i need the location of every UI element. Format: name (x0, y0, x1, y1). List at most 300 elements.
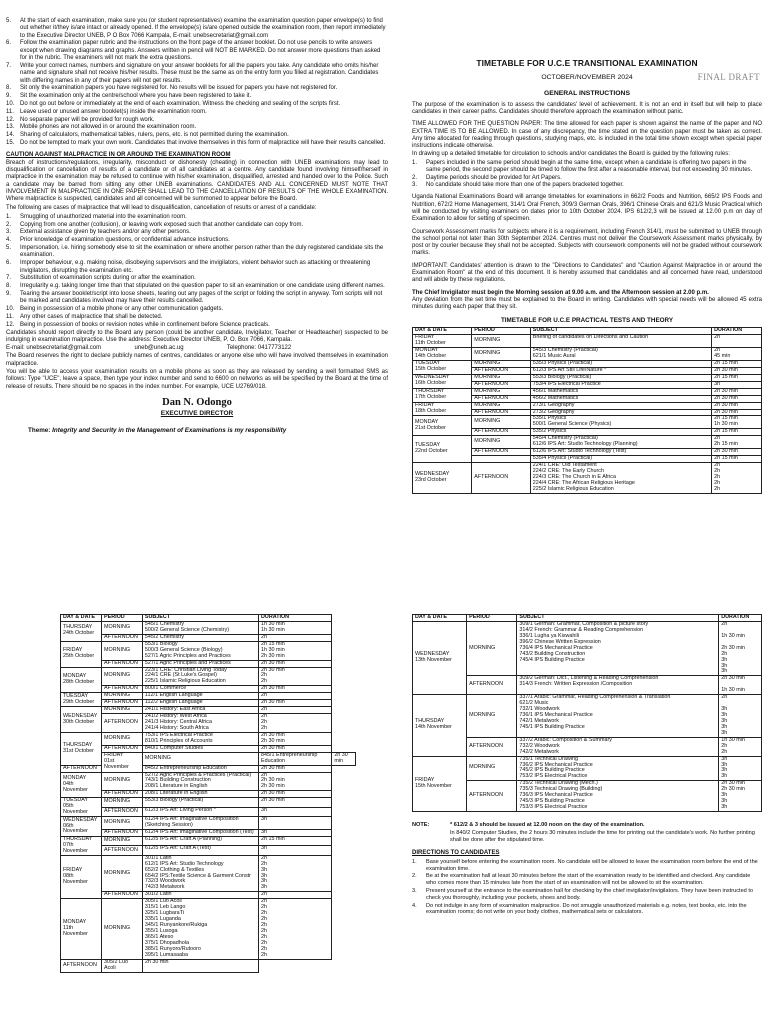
signatory-title: EXECUTIVE DIRECTOR (160, 409, 234, 417)
table-row (413, 621, 762, 675)
duration-cell: 2h 30 min (712, 402, 762, 409)
period-cell: MORNING (102, 621, 143, 634)
duration-cell: 2h 30 min (259, 660, 332, 667)
note-block (412, 822, 762, 844)
day-date-cell: FRIDAY 08th November (61, 855, 102, 899)
rule-item-number: 12. (6, 116, 15, 123)
subject-cell: 845/1 Entrepreneurship Education (259, 752, 332, 765)
period-cell: MORNING (467, 756, 517, 781)
caution-paragraph-2: The following are cases of malpractice that will lead to disqualification, cancellation of results or arrest of a candidate: (6, 204, 317, 211)
duration-cell: 2h 2h 30 min 2h 30 min (259, 772, 332, 791)
day-date-cell: TUESDAY 29th October (61, 693, 102, 707)
duration-cell: 3h (259, 817, 332, 830)
caution-section (6, 152, 388, 391)
period-cell: MORNING (472, 360, 531, 367)
practical-timetable-title: TIMETABLE FOR U.C.E PRACTICAL TESTS AND THEORY (500, 316, 674, 324)
table-row (61, 817, 356, 830)
rule-item-number: 5. (6, 18, 12, 24)
caution-heading: CAUTION AGAINST MALPRACTICE IN OR AROUND THE EXAMINATION ROOM (6, 152, 231, 159)
table-row (61, 772, 356, 791)
caution-paragraph-5: You will be able to access your examination results on a mobile phone as soon as they are released by sending a well formatted SMS as follows: Type "UCE", leave a space, then type your index number and send to 6600 on networks as will be specified by the Board at the time of release of results. There should be no spaces in the index number. For example, UCE U2769/018. (6, 369, 388, 390)
period-cell: MORNING (472, 402, 531, 409)
direction-item-number: 1. (412, 858, 417, 865)
subject-cell: 309/1 German: Grammar, Composition & picture story 314/2 French: Grammar & Reading Comprehension 336/1 Lugha ya Kiswahili 396/2 Chinese Written Expression 736/4 IPS Mechanical Practice 743/2 Building Construction 745/4 IPS Building Practice (517, 621, 719, 675)
subject-cell: 301/2 Latin (142, 892, 258, 899)
duration-cell: 2h 30 min (259, 765, 332, 772)
table-row (61, 791, 356, 798)
direction-item-text: Be at the examination hall at least 30 minutes before the start of the examination ready to be identified and checked. Any candidate who comes more than 15 minutes late from the start of an examination will not be allowed to sit the examination. (426, 873, 751, 887)
theory-timetable-left (60, 614, 356, 973)
rule-item-number: 15. (6, 140, 15, 146)
period-cell: MORNING (467, 695, 517, 738)
day-date-cell: FRIDAY 11th October (413, 335, 472, 348)
duration-cell: 2h 45 min (712, 348, 762, 361)
subject-cell: 527/2 Agric Principles & Practices (Practical) 743/1 Building Construction 208/1 Literature in English (142, 772, 258, 791)
subject-cell: 535/1 Physics 500/1 General Science (Physics) (530, 416, 711, 429)
direction-item-text: Present yourself at the entrance to the examination hall for checking by the chief invigilator/invigilators. They have been instructed to check you thoroughly, including your pockets, shoes and body. (426, 888, 754, 901)
subject-cell: 612/4 IPS Art: Imaginative Composition (Sketching Session) (142, 817, 258, 830)
period-cell: AFTERNOON (102, 686, 143, 693)
duration-cell: 2h 30 min (259, 700, 332, 707)
day-date-cell: FRIDAY 25th October (61, 641, 102, 667)
rule-item (6, 140, 388, 147)
subject-cell: 612/4 IPS Art: Imaginative Composition (Test) (142, 829, 258, 836)
duration-cell: 2h (259, 707, 332, 714)
subject-cell: 553/3 Biology (Practical) (530, 374, 711, 381)
timetable-rule-item (412, 175, 762, 182)
table-row (413, 695, 762, 738)
subject-cell: 612/5 IPS Art: Craft A (Test) (142, 846, 258, 855)
rule-item (6, 40, 388, 62)
period-cell: AFTERNOON (102, 791, 143, 798)
duration-cell: 2h 15 min (712, 429, 762, 436)
period-cell: AFTERNOON (472, 409, 531, 416)
column-header: PERIOD (467, 615, 517, 622)
day-date-cell: FRIDAY 01st November (102, 752, 143, 772)
column-header: DURATION (712, 328, 762, 335)
malpractice-item-text: Substitution of examination scripts during or after the examination. (20, 275, 196, 282)
day-date-cell: MONDAY 21st October (413, 416, 472, 436)
period-cell: MORNING (142, 752, 258, 765)
period-cell: MORNING (102, 855, 143, 892)
subject-cell: 553/1 Biology 500/3 General Science (Biology) 527/1 Agric Principles and Practices (142, 641, 258, 660)
table-row (61, 899, 356, 959)
day-date-cell: MONDAY 28th October (61, 667, 102, 693)
rule-item-text: Sit only the examination papers you have registered for. No results will be issued for papers you have not registered for. (20, 85, 338, 92)
rule-item (6, 63, 388, 85)
malpractice-item-number: 10. (6, 306, 15, 313)
column-header: DAY & DATE (413, 615, 467, 622)
timetable-rule-item-text: No candidate should take more than one of the papers bracketed together. (426, 181, 624, 188)
period-cell: AFTERNOON (472, 463, 531, 494)
contact-line: E-mail: unebsecretariat@gmail.com uneb@uneb.ac.ug Telephone: 0417773122 (6, 345, 292, 352)
duration-cell: 2h 30 min (259, 798, 332, 807)
table-row (61, 641, 356, 660)
rule-item (6, 109, 388, 116)
day-date-cell: WEDNESDAY 30th October (61, 707, 102, 733)
day-date-cell: MONDAY 11th November (61, 899, 102, 959)
table-row (61, 621, 356, 634)
period-cell: MORNING (102, 899, 143, 959)
period-cell: MORNING (102, 732, 143, 745)
day-date-cell: WEDNESDAY 13th November (413, 621, 467, 694)
period-cell: MORNING (102, 798, 143, 807)
general-instructions-column (412, 58, 762, 494)
duration-cell: 2h 30 min (259, 745, 332, 752)
day-date-cell: MONDAY 14th October (413, 348, 472, 361)
duration-cell: 2h 2h 2h (259, 714, 332, 733)
period-cell: AFTERNOON (102, 745, 143, 752)
subject-cell: 735/2 Technical Drawing (Mech.) 735/3 Technical Drawing (Building) 736/3 IPS Mechanical Practice 745/3 IPS Building Practice 753/3 IPS Electrical Practice (517, 781, 719, 812)
rule-item-text: No separate paper will be provided for rough work. (20, 116, 155, 123)
note-label: NOTE: (412, 822, 430, 828)
malpractice-item (6, 291, 388, 306)
table-row (61, 714, 356, 733)
rule-item-number: 10. (6, 100, 15, 107)
rule-item-text: Do not go out before or immediately at the end of each examination. Witness the checking and sealing of the scripts first. (20, 100, 341, 107)
period-cell (472, 456, 531, 463)
subject-cell: 337/1 Arabic: Grammar, Reading Comprehension & Translation 621/2 Music 732/1 Woodwork 736/1 IPS Mechanical Practice 742/1 Metalwork 745/1 IPS Building Practice (517, 695, 719, 738)
period-cell: MORNING (472, 388, 531, 395)
subject-cell: Briefing of candidates on Directions and Caution (530, 335, 711, 348)
timetable-bottom-left (60, 614, 356, 973)
subject-cell: 553/3 Biology (Practical) (142, 798, 258, 807)
malpractice-item-number: 8. (6, 283, 12, 290)
period-cell: AFTERNOON (102, 892, 143, 899)
duration-cell: 2h 30 min (332, 752, 356, 765)
duration-cell: 2h 15 min (712, 456, 762, 463)
direction-item (412, 888, 762, 902)
table-row (61, 846, 356, 855)
theory-timetable-right (412, 614, 762, 812)
duration-cell: 2h 30 min (259, 686, 332, 693)
direction-item (412, 873, 762, 887)
duration-cell: 2h 2h 2h 2h 2h 2h 2h 2h 2h 2h (259, 899, 332, 959)
general-instructions-heading: GENERAL INSTRUCTIONS (544, 89, 630, 97)
duration-cell: 2h 15 min (712, 360, 762, 367)
malpractice-item-number: 9. (6, 290, 12, 297)
column-header: SUBJECT (530, 328, 711, 335)
subject-cell: 208/1 Literature in English (142, 791, 258, 798)
caution-paragraph-1: Breach of instructions/regulations, irregularity, misconduct or dishonesty (cheating) in connection with UNEB examinations may lead to disqualification or cancellation of results of a candidate or of all candidates at a centre. Any candidate found involving himself/herself in malpractice in the examination may be refused to continue with his/her examination, disqualified, arrested and handed over to the Police. Such a candidate may be barred from sitting any other UNEB examinations. CANDIDATES AND ALL CONCERNED MUST NOTE THAT INVOLVEMENT IN MALPRACTICE IN ONE PAPER SHALL LEAD TO THE CANCELLATION OF RESULTS OF THE WHOLE EXAMINATION. Where malpractice is suspected, candidates and all concerned will be summoned to appear before the Board. (6, 159, 388, 203)
rule-item (6, 124, 388, 131)
table-row (413, 463, 762, 494)
duration-cell: 2h 30 min (712, 367, 762, 374)
period-cell: MORNING (467, 621, 517, 675)
duration-cell: 2h 30 min 2h 2h (259, 667, 332, 686)
rule-item-text: Write your correct names, numbers and signature on your answer booklets for all the papers you take. Any candidate who omits his/her name and signature shall not receive his/her results. These must be the same as on the entry form you filled at registration. Candidates with differing names in any of their papers will not get results. (20, 62, 379, 84)
malpractice-item-number: 12. (6, 321, 15, 328)
malpractice-item-number: 4. (6, 237, 12, 244)
deviation-paragraph: Any deviation from the set time must be explained to the Board in writing. Candidates with special needs will be allowed 45 extra minutes during each paper that they sit. (412, 297, 762, 311)
purpose-paragraph: The purpose of the examination is to assess the candidates' level of achievement. It is not an end in itself but will help to place candidates in their career paths. Candidates should therefore approach the examination without panic. (412, 101, 762, 116)
column-header: PERIOD (472, 328, 531, 335)
duration-cell: 3h 3h 3h 3h (719, 756, 762, 781)
period-cell: AFTERNOON (102, 846, 143, 855)
table-row (61, 752, 356, 765)
rules-continued-column (6, 18, 388, 434)
theme-text: Integrity and Security in the Management of Examinations is my responsibility (52, 426, 287, 434)
malpractice-item (6, 214, 388, 221)
timetable-rule-item-number: 2. (412, 174, 418, 181)
malpractice-item (6, 260, 388, 275)
signatory-name: Dan N. Odongo (162, 397, 232, 408)
subject-cell: 545/2 Chemistry (142, 634, 258, 641)
subject-cell: 753/1 IPS Electrical Practice 810/1 Principles of Accounts (142, 732, 258, 745)
timetable-rule-item-text: Daytime periods should be provided for Art Papers. (426, 174, 562, 181)
subject-cell: 735/1 Technical Drawing 736/2 IPS Mechanical Practice 745/2 IPS Building Practice 753/2 IPS Electrical Practice (517, 756, 719, 781)
column-header: DURATION (259, 615, 332, 622)
final-draft-watermark: FINAL DRAFT (697, 72, 760, 82)
direction-item-text: Base yourself before entering the examination room. No candidate will be allowed to leave the examination room before the end of the examination time. (426, 858, 758, 872)
direction-item-text: Do not indulge in any form of examination malpractice. Do not smuggle unauthorized materials e.g. notes, text books, etc. into the examination rooms; do not write on your body clothes, mathematical sets or calculators. (426, 902, 747, 916)
period-cell: AFTERNOON (102, 807, 143, 816)
rule-item-text: Sit the examination only at the centre/school where you have been registered to take it. (20, 93, 252, 100)
period-cell: MORNING (472, 374, 531, 381)
day-date-cell: FRIDAY 18th October (413, 402, 472, 416)
subject-cell: 840/1 Computer Studies (142, 745, 258, 752)
duration-cell: 2h (712, 335, 762, 348)
duration-cell: 2h 30 min 2h 30 min 3h 3h 3h (719, 781, 762, 812)
period-cell: AFTERNOON (472, 395, 531, 402)
duration-cell: 2h 15 min 1h 30 min (712, 416, 762, 429)
rule-item-number: 14. (6, 132, 15, 139)
column-header: PERIOD (102, 615, 143, 622)
timetable-rule-item-number: 3. (412, 181, 418, 188)
timetable-rules-list (412, 160, 762, 189)
duration-cell: 2h 15 min (712, 374, 762, 381)
duration-cell: 3h (259, 829, 332, 836)
malpractice-item (6, 222, 388, 229)
malpractice-item-text: Smuggling of unauthorized material into the examination room. (20, 213, 187, 220)
day-date-cell: TUESDAY 05th November (61, 798, 102, 817)
duration-cell: 2h 1h 30 min 2h 30 min 2h 3h 3h 3h (719, 621, 762, 675)
malpractice-item (6, 237, 388, 244)
malpractice-item (6, 322, 388, 329)
period-cell: MORNING (472, 335, 531, 348)
day-date-cell: THURSDAY 24th October (61, 621, 102, 641)
subject-cell: 545/4 Chemistry (Practical) 612/6 IPS Art: Studio Technology (Planning) (530, 436, 711, 449)
period-cell: AFTERNOON (102, 634, 143, 641)
period-cell: MORNING (102, 667, 143, 686)
period-cell: MORNING (102, 836, 143, 845)
day-date-cell: TUESDAY 15th October (413, 360, 472, 374)
theme-label: Theme: (28, 426, 51, 434)
malpractice-item-text: Any other cases of malpractice that shall be detected. (20, 313, 163, 320)
timetable-bottom-right (412, 614, 762, 917)
malpractice-item-text: Prior knowledge of examination questions, or confidential advance instructions. (20, 237, 230, 244)
subject-cell: 535/4 Physics (Practical) (530, 456, 711, 463)
duration-cell: 2h 30 min (712, 388, 762, 395)
malpractice-item-text: Irregularity e.g. taking longer time than that stipulated on the question paper to sit an examination or one candidate using different names. (20, 283, 385, 290)
duration-cell: 2h 2h 3h 3h 3h 3h (259, 855, 332, 892)
period-cell: MORNING (472, 416, 531, 429)
rule-item (6, 101, 388, 108)
subject-cell: 301/1 Latin 612/1 IPS Art: Studio Technology 652/2 Clothing & Textiles 654/2 IPS:Textile Science & Garment Constr 732/3 Woodwork 742/3 Metalwork (142, 855, 258, 892)
period-cell: MORNING (102, 641, 143, 660)
malpractice-item (6, 283, 388, 290)
table-row (61, 798, 356, 807)
subject-cell: 612/6 IPS Art: Studio Technology (Test) (530, 449, 711, 456)
duration-cell: 1h 30 min 2h 2h (719, 737, 762, 756)
duration-cell: 2h 3h 3h 3h 3h 3h (719, 695, 762, 738)
period-cell: AFTERNOON (102, 829, 143, 836)
duration-cell: 2h 30 min 1h 30 min (719, 676, 762, 695)
subject-cell: 545/3 Chemistry (Practical) 621/1 Music Aural (530, 348, 711, 361)
malpractice-item-text: Tearing the answer booklet/script into loose sheets, tearing out any pages of the script or folding the script in anyway. Torn scripts will not be marked and candidates involved may have their results cancelled. (20, 290, 383, 305)
malpractice-item-text: Copying from one another (collusion), or leaving work exposed such that another candidate can copy from. (20, 221, 304, 228)
duration-cell: 2h 30 min (712, 449, 762, 456)
practical-timetable (412, 327, 762, 493)
period-cell: AFTERNOON (61, 959, 102, 972)
table-row (413, 388, 762, 395)
note-line-1: * 612/2 & 3 should be issued at 12.00 noon on the day of the examination. (450, 822, 645, 828)
table-header-row (61, 615, 356, 622)
malpractice-item-text: Being in possession of books or revision notes while in confinement before Science practicals. (20, 321, 270, 328)
duration-cell: 2h (259, 634, 332, 641)
table-row (61, 667, 356, 686)
subject-cell: 535/2 Physics (530, 429, 711, 436)
timetable-rule-item (412, 160, 762, 175)
period-cell: MORNING (102, 772, 143, 791)
caution-paragraph-3: Candidates should report directly to the Board any person (could be another candidate, Invigilator, Teacher or Headteacher) suspected to be indulging in examination malpractice. Use the address: Executive Director UNEB, P. O. Box 7066, Kampala. (6, 329, 388, 343)
chief-invigilator-line: The Chief Invigilator must begin the Morning session at 9.00 a.m. and the Afternoon session at 2.00 p.m. (412, 289, 709, 296)
candidate-rules-list (6, 18, 388, 147)
subject-cell: 305/2 Luo Acoli (102, 959, 143, 972)
duration-cell: 2h 30 min (712, 395, 762, 402)
rule-item (6, 132, 388, 139)
table-row (413, 402, 762, 409)
subject-cell: 753/4 IPS Electrical Practice (530, 381, 711, 388)
duration-cell: 3h (712, 381, 762, 388)
period-cell: MORNING (102, 707, 143, 714)
malpractice-item (6, 229, 388, 236)
rule-item-text: Mobile phones are not allowed in or around the examination room. (20, 124, 197, 131)
timetable-rule-item-number: 1. (412, 160, 418, 166)
timetable-rule-item-text: Papers included in the same period should begin at the same time, except when a candidate is offering two papers in the same period, the second paper should be timed to follow the first after a reasonable interval, but not exceeding 30 minutes. (426, 160, 753, 174)
day-date-cell: THURSDAY 14th November (413, 695, 467, 756)
duration-cell: 2h 2h 2h 2h 2h (712, 463, 762, 494)
rule-item (6, 18, 388, 40)
table-row (413, 348, 762, 361)
rule-item-text: Do not be tempted to mark your own work. Candidates that involve themselves in this form of malpractice will have their results cancelled. (20, 140, 386, 146)
day-date-cell: WEDNESDAY 16th October (413, 374, 472, 388)
subject-cell: 309/2 German: Dict., Listening & Reading Comprehension 314/3 French: Written Expression /Composition (517, 676, 719, 695)
duration-cell: 1h 30 min 1h 30 min (259, 621, 332, 634)
signature-block (6, 397, 388, 418)
subject-cell: 241/2 History: West Africa 241/3 History: Central Africa 241/4 History: South Africa (142, 714, 258, 733)
period-cell: AFTERNOON (102, 714, 143, 733)
period-cell: AFTERNOON (472, 449, 531, 456)
theme-line (6, 427, 388, 435)
malpractice-item (6, 306, 388, 313)
period-cell: AFTERNOON (472, 367, 531, 374)
rule-item (6, 85, 388, 92)
table-row (61, 707, 356, 714)
period-cell: AFTERNOON (467, 737, 517, 756)
malpractice-item-text: Impersonation, i.e. hiring somebody else to sit the examination or where another person rather than the duly registered candidate sits the examination. (20, 245, 384, 259)
column-header: DAY & DATE (61, 615, 102, 622)
subject-cell: 535/3 Physics (Practical) (530, 360, 711, 367)
table-row (413, 436, 762, 449)
duration-cell: 2h 30 min (712, 409, 762, 416)
period-cell: MORNING (102, 693, 143, 700)
duration-cell: 3h (259, 807, 332, 816)
table-row (61, 634, 356, 641)
malpractice-item-number: 6. (6, 260, 12, 267)
subject-cell: 273/2 Geography (530, 409, 711, 416)
period-cell: AFTERNOON (102, 700, 143, 707)
rule-item-text: Follow the examination paper rubric and the instructions on the front page of the answer booklet. Do not use pencils to write answers except when drawing diagrams and graphs. Answers written in pencil will NOT BE MARKED. Do not answer more questions than asked for in the rubric. The examiners will not mark the extra questions. (20, 40, 381, 62)
direction-item-number: 2. (412, 873, 417, 880)
subject-cell: 112/1 English Language (142, 693, 258, 700)
duration-cell: 3h (259, 846, 332, 855)
subject-cell: 612/3 IPS Art Still Life/Nature * (530, 367, 711, 374)
direction-item-number: 4. (412, 902, 417, 909)
document-title: TIMETABLE FOR U.C.E TRANSITIONAL EXAMINATION (476, 58, 698, 68)
rule-item-text: Leave used or unused answer booklet(s) inside the examination room. (20, 108, 207, 115)
malpractice-item-text: Being in possession of a mobile phone or any other communication gadgets. (20, 306, 224, 313)
subject-cell: 223/1 CRE: Christian Living Today 224/1 CRE (St Luke's Gospel) 225/1 Islamic Religious Education (142, 667, 258, 686)
day-date-cell: FRIDAY 15th November (413, 756, 467, 811)
malpractice-item-text: Improper behaviour, e.g. making noise, disobeying supervisors and the invigilators, violent behavior such as attacking or threatening invigilators, disrupting the examination etc. (20, 260, 371, 274)
period-cell: MORNING (102, 817, 143, 830)
period-cell: MORNING (472, 436, 531, 449)
malpractice-item (6, 275, 388, 282)
malpractice-item (6, 245, 388, 260)
column-header: DURATION (719, 615, 762, 622)
direction-item-number: 3. (412, 888, 417, 894)
table-row (61, 892, 356, 899)
duration-cell: 2h (259, 693, 332, 700)
day-date-cell: MONDAY 04th November (61, 772, 102, 798)
period-cell: AFTERNOON (467, 781, 517, 812)
day-date-cell: THURSDAY 07th November (61, 836, 102, 855)
period-cell: AFTERNOON (467, 676, 517, 695)
table-row (61, 660, 356, 667)
subject-cell: 612/5 IPS Art: Craft A (Planning) (142, 836, 258, 845)
direction-item (412, 859, 762, 873)
malpractice-item (6, 314, 388, 321)
malpractice-item-number: 5. (6, 245, 12, 252)
rule-item (6, 93, 388, 100)
subject-cell: 241/1 History: East Africa (142, 707, 258, 714)
caution-paragraph-4: The Board reserves the right to declare publicly names of centres, candidates or anyone else who will have involved themselves in examination malpractice. (6, 353, 388, 367)
subject-cell: 273/1 Geography (530, 402, 711, 409)
duration-cell: 2h 30 min 2h 30 min (259, 732, 332, 745)
period-cell: AFTERNOON (61, 765, 102, 772)
table-row (61, 959, 356, 972)
table-row (413, 416, 762, 429)
table-row (413, 335, 762, 348)
rule-item-number: 6. (6, 40, 12, 47)
rule-item-number: 8. (6, 85, 12, 92)
day-date-cell: THURSDAY 31st October (61, 732, 102, 765)
important-paragraph: IMPORTANT: Candidates' attention is drawn to the "Directions to Candidates" and "Caution Against Malpractice in or around the Examination Room" at the end of this document. It is hereby assumed that candidates and all concerned have read, understood and will abide by these regulations. (412, 262, 762, 284)
timetable-rules-intro: In drawing up a detailed timetable for circulation to schools and/or candidates the Board is guided by the following rules: (412, 150, 730, 157)
period-cell: AFTERNOON (472, 381, 531, 388)
duration-cell: 2h 15 min (259, 836, 332, 845)
subject-cell: 800/1 Commerce (142, 686, 258, 693)
malpractice-item-number: 3. (6, 229, 12, 236)
rule-item-number: 9. (6, 93, 12, 100)
subject-cell: 545/1 Chemistry 500/2 General Science (Chemistry) (142, 621, 258, 634)
note-line-2: In 840/2 Computer Studies, the 2 hours 30 minutes include the time for printing out the candidate's work. No further printing shall be done after the stipulated time. (450, 829, 755, 843)
visiting-examiners-paragraph: Uganda National Examinations Board will arrange timetables for examinations in 662/2 Foods and Nutrition, 665/2 IPS Foods and Nutrition, 672/2 Home Management, 314/1 Oral French, 309/3 German Orals, 396/1 Chinese Orals and 621/3 Music Practical which will be conducted by visiting examiners on dates prior to 10th October 2024. IPS 612/2,3 will be issued at 12.00 p.m on day of Examination to allow for setting of specimen. (412, 194, 762, 223)
subject-cell: 845/2 Entrepreneurship Education (142, 765, 258, 772)
direction-item (412, 903, 762, 917)
duration-cell: 2h (259, 892, 332, 899)
